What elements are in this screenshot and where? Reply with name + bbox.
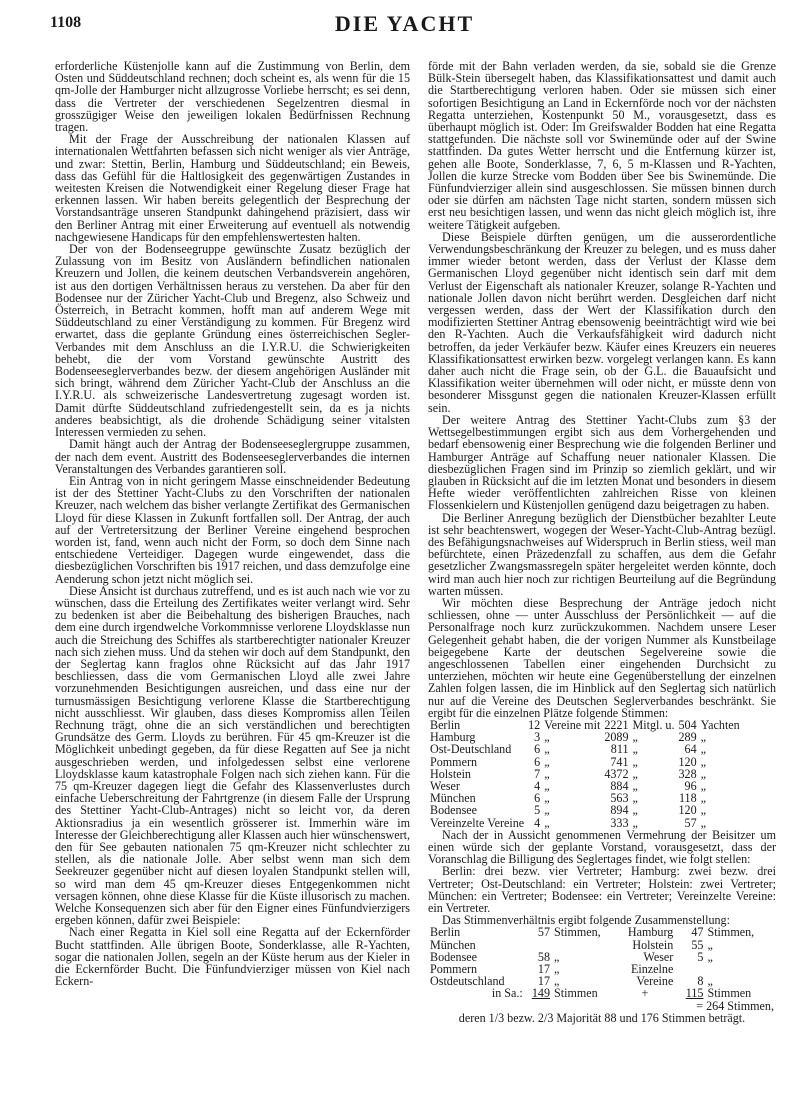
paragraph: Die Berliner Anregung bezüglich der Dienstbücher bezahlter Leute ist sehr beachtenswert, wogegen der Weser-Yacht-Club-Antrag bezügl. des Befähigungsnachweises auf Widerspruch in Berlin stiess, weil man befürchtete, einen Präzedenzfall zu schaffen, aus dem die Gefahr gesetzlicher Zwangsmassregeln später hergeleitet werden könnte, doch wird man auch hier noch zur richtigen Beurteilung auf die Begründung warten müssen. — [428, 510, 776, 598]
yachts-cell: 120 — [678, 803, 697, 818]
stimmen-value — [525, 939, 552, 951]
region-cell: Bodensee — [430, 803, 478, 818]
region-cell: Hamburg — [430, 730, 476, 745]
paragraph: Damit hängt auch der Antrag der Bodenseeseglergruppe zusammen, der nach dem event. Austritt des Bodenseeseglerverbandes die internen Veranstaltungen des Verbandes garantieren soll. — [55, 437, 410, 476]
votes-table — [428, 719, 742, 829]
stimmen-value: 17 — [537, 974, 550, 989]
table-row — [428, 939, 776, 951]
stimmen-region: Ostdeutschland — [430, 974, 505, 989]
ditto-mark: „ — [700, 778, 707, 793]
yachts-cell: 118 — [678, 791, 697, 806]
clubs-cell: 5 — [534, 803, 541, 818]
paragraph: Diese Ansicht ist durchaus zutreffend, und es ist auch nach wie vor zu wünschen, dass die Erteilung des Zertifikates weiter verlangt wird. Sehr zu bedenken ist aber die Beibehaltung des bisherigen Brauches, nach dem eine durch irgendwelche Vorkommnisse verlorene Lloydsklasse nun auch die Streichung des Schiffes als startberechtigter nationaler Kreuzer nach sich ziehen muss. Und da stehen wir doch auf dem Standpunkt, den der Seglertag kann fraglos ohne Rücksicht auf das Jahr 1917 beschliessen, dass die vom Germanischen Lloyd alle zwei Jahre vorzunehmenden Besichtigungen ausreichen, und dass eine nur der turnusmässigen Besichtigung verlorene Klasse die Startberechtigung nicht ausschliesst. Wir glauben, dass dieses Kompromiss allen Teilen Rechnung trägt, ohne die an sich verständlichen und berechtigten Grundsätze des Germ. Lloyds zu berühren. Für 45 qm-Kreuzer ist die Möglichkeit unbedingt gegeben, da für diese Regatten auf See ja nicht ausgeschrieben werden, und infolgedessen selbst eine verlorene Lloydsklasse kaum katastrophale Folgen nach sich ziehen kann. Für die 75 qm-Kreuzer dagegen liegt die Gefahr des Klassenverlustes durch einfache Ueberschreitung der Fahrtgrenze (in diesem Falle der Ursprung des Stettiner Yacht-Club-Antrages) nicht so leicht vor, da deren Aktionsradius ja ein wesentlich grösserer ist. Immerhin wäre im Interesse der Gleichberechtigung aller Klassen auch hier wünschenswert, den für See gebauten nationalen 75 qm-Kreuzer nicht schlechter zu stellen, als die nationale Jolle. Aber selbst wenn man sich dem Seekreuzer gegenüber nicht auf diesen loyalen Standpunkt stellen will, so wird man dem 45 qm-Kreuzer dieses Entgegenkommen nicht versagen können, ohne diese Klasse für die Küste illusorisch zu machen. Welche Konsequenzen sich aber für den Eigner eines Fünfundvierzigers ergeben können, dafür zwei Beispiele: — [55, 583, 410, 928]
clubs-cell: 4 — [534, 778, 541, 793]
clubs-label: Vereine mit — [544, 717, 601, 732]
sum-right-value: 115 — [685, 986, 704, 1001]
stimmen-unit: „ — [554, 949, 560, 964]
stimmen-region: Holstein — [632, 937, 674, 952]
ditto-mark: „ — [700, 815, 707, 830]
stimmen-region: Berlin — [430, 925, 461, 940]
sum-total: = 264 Stimmen, — [696, 998, 774, 1013]
ditto-mark: „ — [544, 791, 550, 806]
table-row — [428, 817, 742, 829]
clubs-cell: 4 — [534, 815, 541, 830]
members-cell: 811 — [610, 742, 629, 757]
right-column — [428, 60, 776, 1024]
members-label: Mitgl. u. — [632, 717, 675, 732]
region-cell: Weser — [430, 778, 460, 793]
stimmen-unit: Stimmen, — [707, 925, 755, 940]
ditto-mark: „ — [700, 730, 707, 745]
sum-plus: + — [641, 986, 649, 1001]
table-row — [428, 926, 776, 938]
members-cell: 741 — [610, 754, 629, 769]
ditto-mark: „ — [544, 766, 550, 781]
region-cell: München — [430, 791, 476, 806]
ditto-mark: „ — [700, 754, 707, 769]
ditto-mark: „ — [632, 815, 638, 830]
table-row — [428, 804, 742, 816]
clubs-cell: 6 — [534, 754, 541, 769]
table-row — [428, 951, 776, 963]
region-cell: Ost-Deutschland — [430, 742, 512, 757]
majority-line: deren 1/3 bezw. 2/3 Majorität 88 und 176 Stimmen beträgt. — [458, 1010, 746, 1025]
region-cell: Pommern — [430, 754, 478, 769]
stimmen-region: Pommern — [430, 962, 478, 977]
stimmen-unit: „ — [707, 949, 713, 964]
stimmen-value: 57 — [537, 925, 550, 940]
paragraph: Nach der in Aussicht genommenen Vermehrung der Beisitzer um einen würde sich der geplante Vorstand, vorausgesetzt, dass der Voranschlag die Billigung des Seglertages findet, wie folgt stellen: — [428, 827, 776, 867]
stimmen-unit: Stimmen, — [554, 925, 601, 940]
stimmen-unit — [705, 963, 776, 975]
stimmen-region: München — [430, 937, 476, 952]
sum-label: in Sa.: — [491, 986, 523, 1001]
paragraph: Das Stimmenverhältnis ergibt folgende Zusammenstellung: — [442, 913, 730, 928]
stimmen-unit — [552, 939, 614, 951]
page-number: 1108 — [50, 14, 82, 31]
members-cell: 894 — [610, 803, 629, 818]
stimmen-unit: „ — [707, 937, 713, 952]
sum-right-unit: Stimmen — [707, 986, 752, 1001]
ditto-mark: „ — [544, 778, 550, 793]
ditto-mark: „ — [544, 754, 550, 769]
yachts-cell: 504 — [678, 717, 697, 732]
stimmen-value: 5 — [697, 949, 704, 964]
ditto-mark: „ — [632, 778, 638, 793]
ditto-mark: „ — [700, 791, 707, 806]
members-cell: 2221 — [604, 717, 629, 732]
stimmen-unit: „ — [707, 974, 713, 989]
magazine-title: DIE YACHT — [334, 11, 475, 36]
clubs-cell: 7 — [534, 766, 541, 781]
clubs-cell: 6 — [534, 791, 541, 806]
stimmen-region: Bodensee — [430, 949, 478, 964]
ditto-mark: „ — [632, 754, 638, 769]
ditto-mark: „ — [632, 766, 638, 781]
region-cell: Holstein — [430, 766, 471, 781]
ditto-mark: „ — [632, 803, 638, 818]
clubs-cell: 12 — [528, 717, 541, 732]
table-row — [428, 987, 776, 999]
stimmen-unit: „ — [554, 962, 560, 977]
paragraph: Berlin: drei bezw. vier Vertreter; Hamburg: zwei bezw. drei Vertreter; Ost-Deutschland: ein Vertreter; Holstein: zwei Vertreter; München: ein Vertreter; Bodensee: ein Vertreter; Vereinzelte Vereine: ein Vertreter. — [428, 864, 776, 916]
ditto-mark: „ — [632, 791, 638, 806]
paragraph: Ein Antrag von in nicht geringem Masse einschneidender Bedeutung ist der des Stettiner Yacht-Clubs zu den Vorschriften der nationalen Kreuzer, nach welchem das bisher verlangte Zertifikat des Germanischen Lloyd für diese Klassen in Zukunft fortfallen soll. Der Antrag, der auch auf der Vertretersitzung der Berliner Vereine eingehend besprochen worden ist, fand, wenn auch nicht der Form, so doch dem Sinne nach entschiedene Verteidiger. Dagegen wurde eingewendet, dass die diesbezüglichen Vorschriften bis 1917 reichen, und dass demzufolge eine Aenderung schon jetzt nicht möglich sei. — [55, 473, 410, 586]
stimmen-value: 17 — [537, 962, 550, 977]
ditto-mark: „ — [632, 730, 638, 745]
members-cell: 4372 — [604, 766, 629, 781]
yachts-cell: 64 — [684, 742, 697, 757]
members-cell: 2089 — [604, 730, 629, 745]
paragraph: erforderliche Küstenjolle kann auf die Zustimmung von Berlin, dem Osten und Süddeutschland rechnen; doch scheint es, als wenn für die 15 qm-Jolle der Hamburger nicht allzugrosse Vorliebe herrscht; es sei denn, dass die Vertreter der verschiedenen Segelzentren diesmal in grosszügiger Weise den jeweiligen lokalen Bedürfnissen Rechnung tragen. — [55, 59, 410, 135]
yachts-cell: 289 — [678, 730, 697, 745]
stimmen-value: 47 — [691, 925, 704, 940]
yachts-cell: 57 — [684, 815, 697, 830]
stimmen-region: Vereine — [636, 974, 674, 989]
yachts-cell: 328 — [678, 766, 697, 781]
stimmen-region: Einzelne — [631, 962, 674, 977]
stimmen-value: 8 — [697, 974, 704, 989]
paragraph: Mit der Frage der Ausschreibung der nationalen Klassen auf internationalen Wettfahrten befassen sich nicht weniger als vier Anträge, und zwar: Stettin, Berlin, Hamburg und Süddeutschland; ein Beweis, dass das Gefühl für die Haltlosigkeit des gegenwärtigen Zustandes in weitesten Kreisen die Notwendigkeit einer Regelung dieser Frage hat erkennen lassen. Wir haben bereits gelegentlich der Besprechung der Vorstandsanträge unseren Standpunkt dahingehend präzisiert, dass wir den Berliner Antrag mit einer Erweiterung auf eventuell als notwendig nachgewiesene Handicaps für den empfehlenswertesten halten. — [55, 132, 410, 244]
paragraph: Nach einer Regatta in Kiel soll eine Regatta auf der Eckernförder Bucht stattfinden. Alle übrigen Boote, Sonderklasse, alle R-Yachten, sogar die nationalen Jollen, segeln an der Küste herum aus der Kieler in die Eckernförder Bucht. Die Fünfundvierziger müssen von Kiel nach Eckern- — [55, 925, 410, 989]
ditto-mark: „ — [544, 742, 550, 757]
table-row — [428, 1000, 776, 1012]
region-cell: Berlin — [430, 717, 461, 732]
ditto-mark: „ — [544, 730, 550, 745]
clubs-cell: 3 — [534, 730, 541, 745]
table-row — [428, 756, 742, 768]
stimmen-value: 58 — [537, 949, 550, 964]
ditto-mark: „ — [632, 742, 638, 757]
yachts-cell: 96 — [684, 778, 697, 793]
paragraph: Wir möchten diese Besprechung der Anträge jedoch nicht schliessen, ohne — unter Ausschluss der Persönlichkeit — auf die Personalfrage noch kurz zurückzukommen. Nachdem unsere Leser Gelegenheit gehabt haben, die der vorigen Nummer als Kunstbeilage beigegebene Karte der deutschen Segelvereine sowie die angeschlossenen Tabellen einer eingehenden Durchsicht zu unterziehen, möchten wir heute eine Gegenüberstellung der einzelnen Zahlen folgen lassen, die im Hinblick auf den Seglertag sich natürlich nur auf die Vereine des Deutschen Seglerverbandes beschränkt. Sie ergibt für die einzelnen Plätze folgende Stimmen: — [428, 595, 776, 720]
ditto-mark: „ — [700, 742, 707, 757]
ditto-mark: „ — [544, 803, 550, 818]
yachts-cell: 120 — [678, 754, 697, 769]
clubs-cell: 6 — [534, 742, 541, 757]
paragraph: förde mit der Bahn verladen werden, da sie, sobald sie die Grenze Bülk-Stein übersegelt haben, das Klassifikationsattest und damit auch die Startberechtigung verloren haben. Oder sie müssen sich einer sofortigen Besichtigung an Land in Eckernförde noch vor der nächsten Regatta unterziehen, Kostenpunkt 50 M., vorausgesetzt, dass es überhaupt möglich ist. Oder: Im Greifswalder Bodden hat eine Regatta stattgefunden. Die nächste soll vor Swinemünde oder auf der Swine stattfinden. Da gutes Wetter herrscht und die Entfernung kürzer ist, gehen alle Boote, Sonderklasse, 7, 6, 5 m-Klassen und R-Yachten, Jollen die kurze Strecke vom Bodden über See bis Swinemünde. Die Fünfundvierziger allein sind ausgeschlossen. Sie müssen binnen durch oder sie dürfen am nächsten Tage nicht starten, sondern müssen sich erst neu besichtigen lassen, und wenn das nicht gleich möglich ist, ihre weitere Tätigkeit aufgeben. — [428, 59, 776, 232]
stimmen-region: Weser — [643, 949, 674, 964]
stimmen-table — [428, 926, 776, 1011]
yachts-label: Yachten — [700, 717, 740, 732]
sum-left-unit: Stimmen — [554, 986, 598, 1001]
ditto-mark: „ — [544, 815, 550, 830]
region-cell: Vereinzelte Vereine — [430, 815, 525, 830]
members-cell: 563 — [610, 791, 629, 806]
paragraph: Diese Beispiele dürften genügen, um die ausserordentliche Verwendungsbeschränkung der Kreuzer zu belegen, und es muss daher immer wieder betont werden, dass der Verlust der Klasse dem Germanischen Lloyd gegenüber nicht identisch sein darf mit dem Verlust der Eigenschaft als nationaler Kreuzer, solange R-Yachten und nationale Jollen davon nicht berührt werden. Desgleichen darf nicht vergessen werden, dass der Wert der Klassifikation durch den modifizierten Stettiner Antrag ebensowenig beeinträchtigt wird wie bei den R-Yachten. Auch die Verkaufsfähigkeit wird dadurch nicht betroffen, da jeder Verkäufer bezw. Käufer eines Kreuzers ein neueres Klassifikationsattest erwirken bezw. vorgelegt verlangen kann. Es kann daher auch nicht die Frage sein, ob der G.L. die Bauaufsicht und Klassifikation weiter übernehmen will oder nicht, er müsste denn von besonderer Missgunst gegen die nationalen Kreuzer-Klassen erfüllt sein. — [428, 229, 776, 415]
paragraph: Der von der Bodenseegruppe gewünschte Zusatz bezüglich der Zulassung von im Besitz von Ausländern befindlichen nationalen Kreuzern und Jollen, die keinem deutschen Verbandsverein angehören, ist aus den dortigen Verhältnissen heraus zu verstehen. Da aber für den Bodensee nur der Züricher Yacht-Club und Bregenz, also Schweiz und Österreich, in Betracht kommen, hofft man auf anderem Wege mit Süddeutschland zu einer Verständigung zu kommen. Für Bregenz wird erwartet, dass die geplante Gründung eines österreichischen Segler-Verbandes mit dem Anschluss an die I.Y.R.U. die Schwierigkeiten behebt, die der vom Vorstand gewünschte Austritt des Bodenseeseglerverbandes bezw. der diesem angehörigen Ausländer mit sich bringt, während dem Züricher Yacht-Club der Anschluss an die I.Y.R.U. als schweizerische Landesvertretung zugesagt worden ist. Damit dürfte Süddeutschland zufriedengestellt sein, da es ja nichts anderes beabsichtigt, als die drohende Schädigung seiner vitalsten Interessen vermieden zu sehen. — [55, 242, 410, 440]
ditto-mark: „ — [700, 766, 707, 781]
members-cell: 333 — [610, 815, 629, 830]
ditto-mark: „ — [700, 803, 707, 818]
left-column — [55, 60, 410, 987]
stimmen-unit: „ — [554, 974, 560, 989]
page-header — [50, 11, 759, 40]
members-cell: 884 — [610, 778, 629, 793]
paragraph: Der weitere Antrag des Stettiner Yacht-Clubs zum §3 der Wettsegelbestimmungen ergibt sich aus dem Vorhergehenden und bedarf ebensowenig einer Besprechung wie die folgenden Berliner und Hamburger Anträge auf Schaffung neuer nationaler Klassen. Die diesbezüglichen Fragen sind im Prinzip so ziemlich geklärt, und wir glauben in Rücksicht auf die im letzten Monat und besonders in diesem Hefte wieder veröffentlichten zahlreichen Risse von kleinen Flossenkielern und Küstenjollen genügend dazu beigetragen zu haben. — [428, 412, 776, 513]
stimmen-region: Hamburg — [627, 925, 674, 940]
sum-left-value: 149 — [531, 986, 550, 1001]
table-row — [428, 743, 742, 755]
stimmen-value: 55 — [691, 937, 704, 952]
